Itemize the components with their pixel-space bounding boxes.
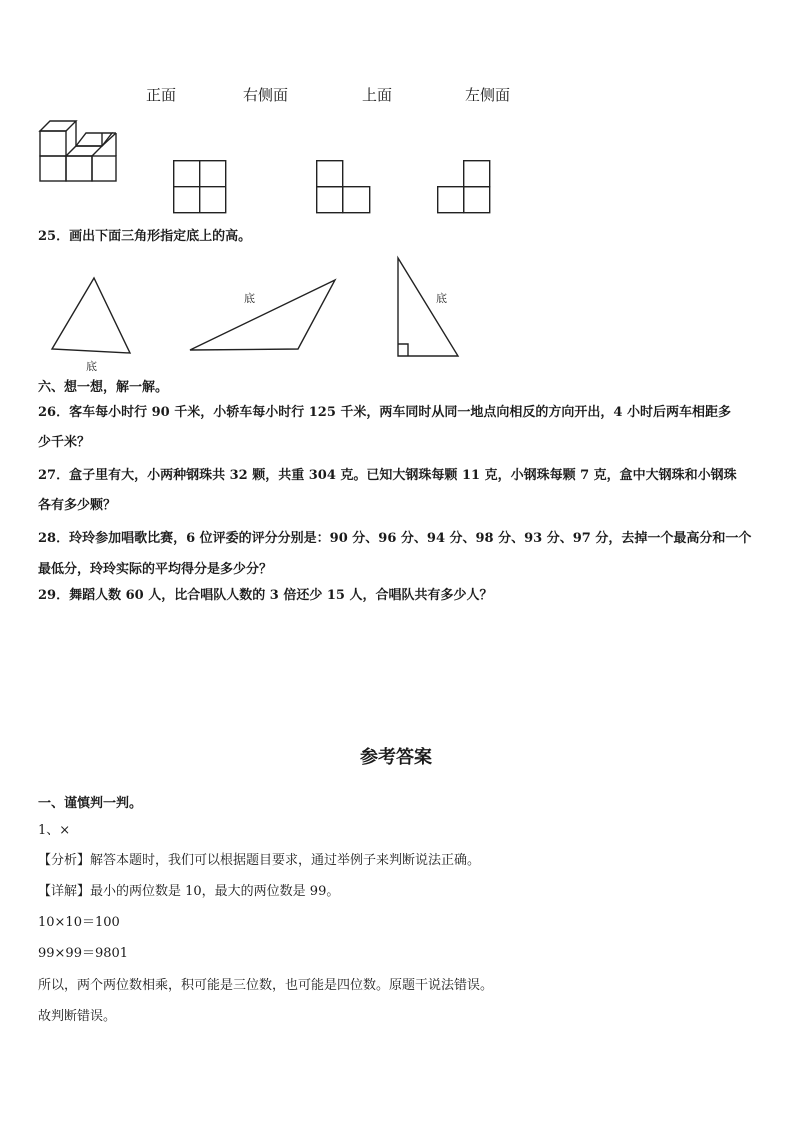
top-view-shape <box>316 160 372 214</box>
answer-1-equation-1: 10×10＝100 <box>38 915 120 930</box>
answer-1-conclusion: 所以，两个两位数相乘，积可能是三位数，也可能是四位数。原题干说法错误。 <box>38 978 494 993</box>
question-26-line2: 少千米？ <box>38 435 91 450</box>
view-label-left: 左侧面 <box>465 86 511 104</box>
answer-1: 1、× <box>38 823 71 838</box>
triangle-1-base-label: 底 <box>86 360 97 373</box>
triangle-2-base-label: 底 <box>244 292 255 305</box>
triangle-2 <box>188 278 338 352</box>
right-view-grid <box>173 160 227 214</box>
answers-section-1: 一、谨慎判一判。 <box>38 796 143 811</box>
section-6-heading: 六、想一想，解一解。 <box>38 380 169 395</box>
question-26-line1: 26．客车每小时行 90 千米，小轿车每小时行 125 千米，两车同时从同一地点向相反的方向开出，4 小时后两车相距多 <box>38 405 731 420</box>
answer-1-equation-2: 99×99＝9801 <box>38 946 129 961</box>
view-label-top: 上面 <box>362 86 393 104</box>
question-25: 25．画出下面三角形指定底上的高。 <box>38 229 252 244</box>
triangle-1 <box>50 276 134 356</box>
question-28-line1: 28．玲玲参加唱歌比赛，6 位评委的评分分别是：90 分、96 分、94 分、98 分、93 分、97 分，去掉一个最高分和一个 <box>38 531 752 546</box>
cube-stack-figure <box>38 118 120 184</box>
view-label-front: 正面 <box>146 86 177 104</box>
answer-1-detail: 【详解】最小的两位数是 10，最大的两位数是 99。 <box>38 884 340 899</box>
left-view-shape <box>436 160 492 214</box>
question-27-line1: 27．盒子里有大，小两种钢珠共 32 颗，共重 304 克。已知大钢珠每颗 11 克，小钢珠每颗 7 克，盒中大钢珠和小钢珠 <box>38 468 737 483</box>
triangle-3 <box>396 256 462 360</box>
question-29: 29．舞蹈人数 60 人，比合唱队人数的 3 倍还少 15 人，合唱队共有多少人？ <box>38 588 493 603</box>
question-28-line2: 最低分，玲玲实际的平均得分是多少分？ <box>38 562 273 577</box>
triangle-3-base-label: 底 <box>436 292 447 305</box>
answer-1-analysis: 【分析】解答本题时，我们可以根据题目要求，通过举例子来判断说法正确。 <box>38 853 481 868</box>
question-27-line2: 各有多少颗？ <box>38 498 117 513</box>
view-label-right: 右侧面 <box>243 86 289 104</box>
answer-1-final: 故判断错误。 <box>38 1009 117 1024</box>
answers-title: 参考答案 <box>360 747 432 768</box>
